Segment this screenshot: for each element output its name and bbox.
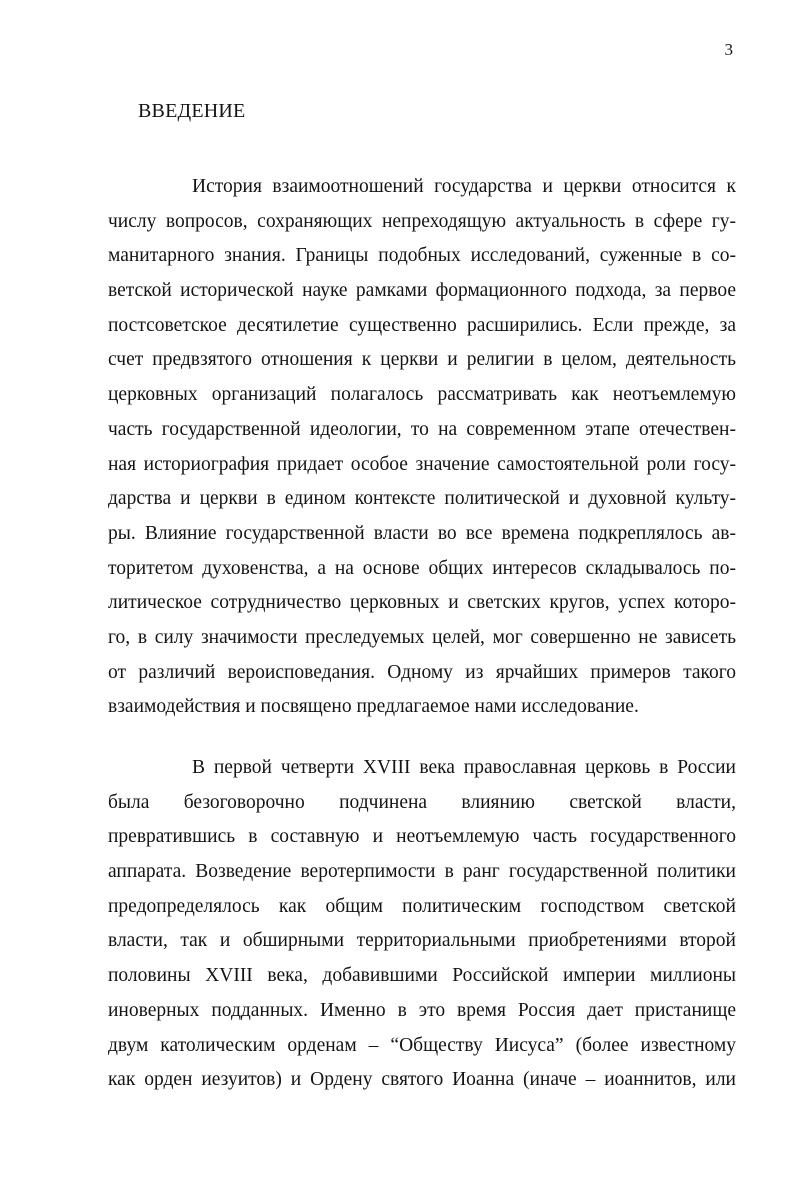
text-line: литическое сотрудничество церковных и светских кругов, успех которо- [108,592,736,614]
text-line: от различий вероисповедания. Одному из ярчайших примеров такого [108,661,736,683]
text-line: ветской исторической науке рамками формационного подхода, за первое [108,280,736,302]
text-line: превратившись в составную и неотъемлемую часть государственного [108,826,736,848]
text-line: дарства и церкви в едином контексте политической и духовной культу- [108,488,736,510]
text-line: часть государственной идеологии, то на современном этапе отечествен- [108,418,736,440]
text-line: ры. Влияние государственной власти во все времена подкреплялось ав- [108,522,736,544]
text-line: предопределялось как общим политическим господством светской [108,895,736,917]
text-line: счет предвзятого отношения к церкви и религии в целом, деятельность [108,349,736,371]
text-line: иноверных подданных. Именно в это время Россия дает пристанище [108,999,736,1021]
text-line: была безоговорочно подчинена влиянию светской власти, [108,791,736,813]
text-line: История взаимоотношений государства и церкви относится к [192,176,736,197]
text-line: числу вопросов, сохраняющих непреходящую актуальность в сфере гу- [108,210,736,232]
text-line: как орден иезуитов) и Ордену святого Иоанна (иначе – иоаннитов, или [108,1069,736,1091]
text-line: го, в силу значимости преследуемых целей, мог совершенно не зависеть [108,626,736,648]
text-line: половины XVIII века, добавившими Российской империи миллионы [108,965,736,987]
text-line: взаимодействия и посвящено предлагаемое нами исследование. [108,696,639,718]
text-line: аппарата. Возведение веротерпимости в ранг государственной политики [108,861,736,883]
text-line: манитарного знания. Границы подобных исследований, суженные в со- [108,245,736,267]
text-line: торитетом духовенства, а на основе общих интересов складывалось по- [108,557,736,579]
paragraph-1 [108,170,736,725]
page-number: 3 [724,40,733,59]
text-line: постсоветское десятилетие существенно расширились. Если прежде, за [108,314,736,336]
text-line: ная историография придает особое значение самостоятельной роли госу- [108,453,736,475]
paragraph-2 [108,751,736,1098]
text-line: власти, так и обширными территориальными приобретениями второй [108,930,736,952]
text-line: В первой четверти XVIII века православная церковь в России [192,757,736,778]
section-heading: ВВЕДЕНИЕ [138,100,246,122]
text-line: двум католическим орденам – “Обществу Иисуса” (более известному [108,1034,736,1056]
text-line: церковных организаций полагалось рассматривать как неотъемлемую [108,384,736,406]
